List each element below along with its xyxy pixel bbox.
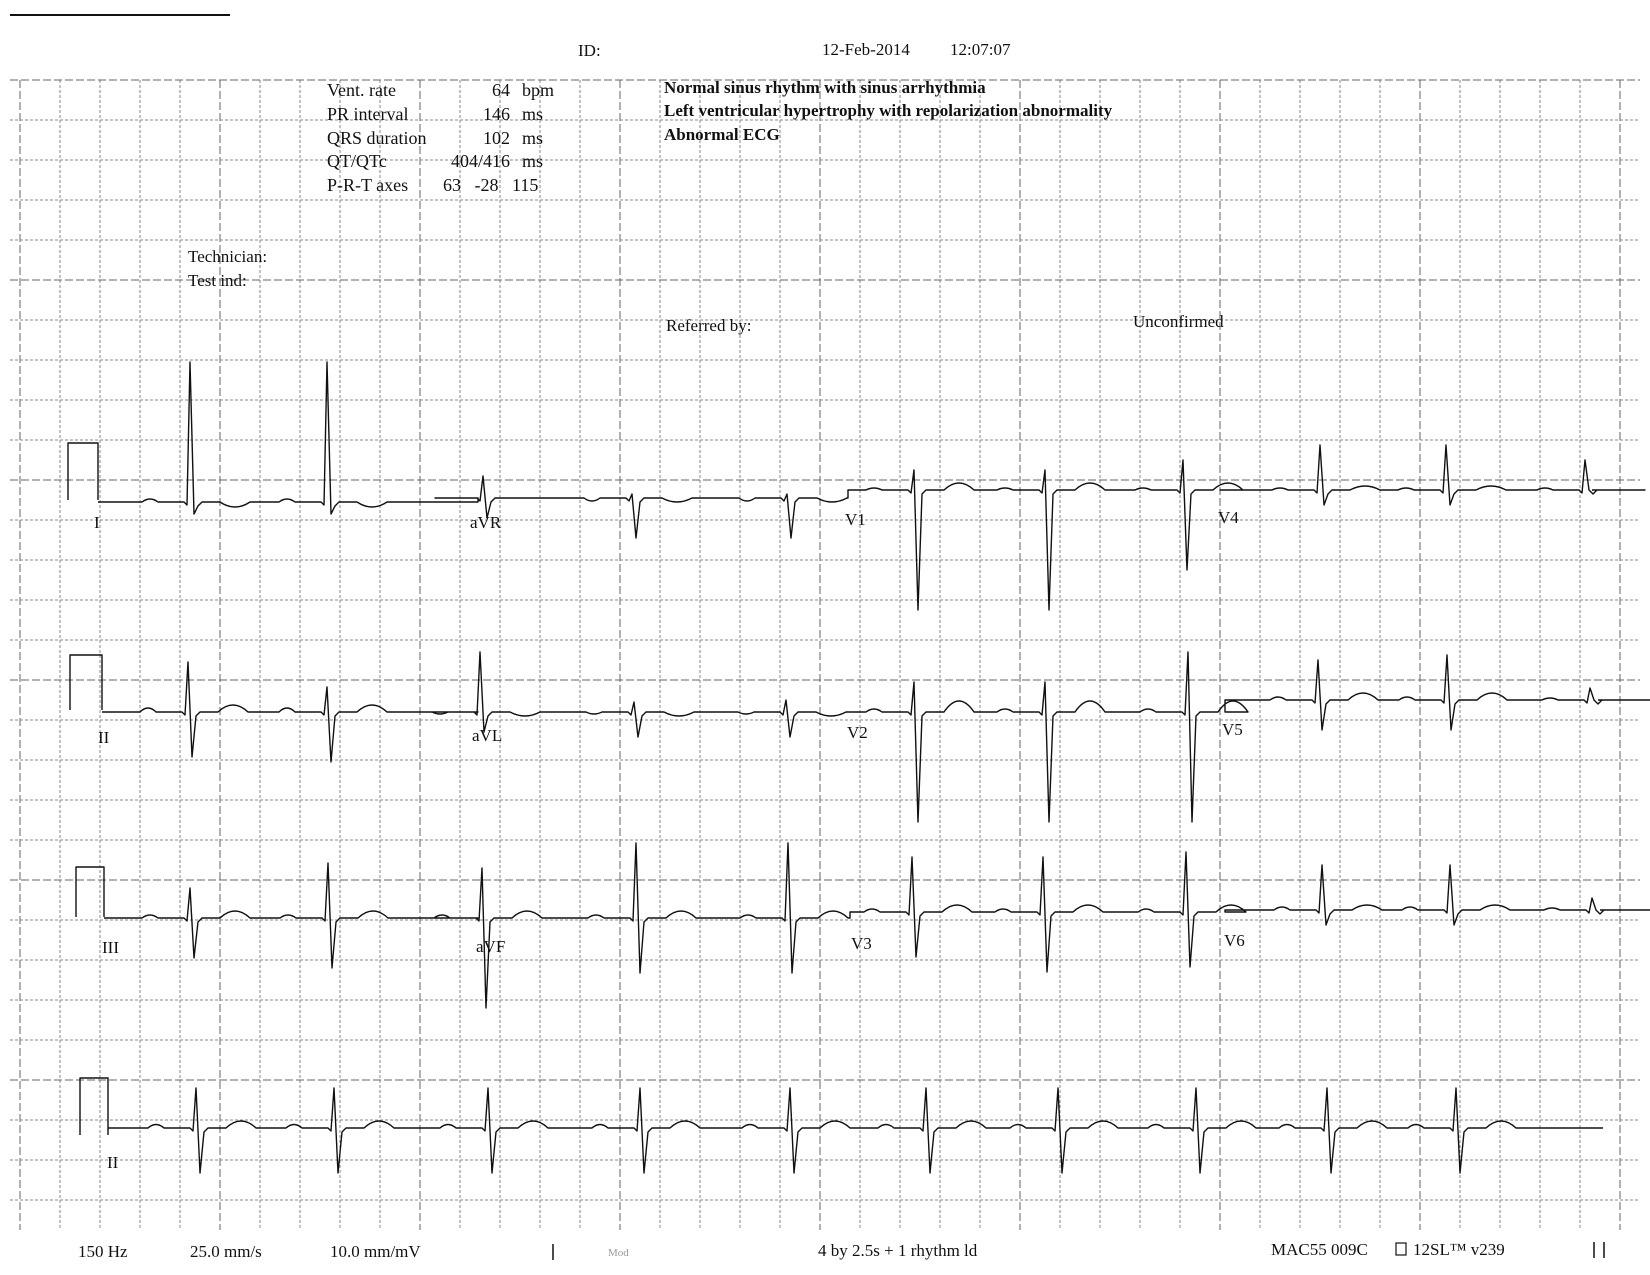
calibration-pulse-row2 <box>70 655 102 710</box>
footer-device: MAC55 009C <box>1271 1240 1368 1259</box>
trace-row-3 <box>104 843 1650 1008</box>
footer-filter: 150 Hz <box>78 1242 128 1261</box>
lead-label-v5: V5 <box>1222 720 1243 739</box>
measurement-value-vent-rate: 64 <box>492 80 510 100</box>
lead-label-v4: V4 <box>1218 508 1239 527</box>
lead-label-avf: aVF <box>476 937 506 956</box>
footer-format: 4 by 2.5s + 1 rhythm ld <box>818 1241 978 1260</box>
ecg-traces <box>98 362 1650 1173</box>
trace-row-1 <box>98 362 1645 610</box>
lead-label-iii: III <box>102 938 119 957</box>
calibration-pulse-row1 <box>68 443 98 500</box>
footer-speed: 25.0 mm/s <box>190 1242 262 1261</box>
measurement-unit-qt-qtc: ms <box>522 151 544 171</box>
trace-row-2 <box>102 652 1650 822</box>
lead-label-rhythm-ii: II <box>107 1153 119 1172</box>
lead-label-v2: V2 <box>847 723 868 742</box>
measurement-value-axes: 63 -28 115 <box>443 175 539 195</box>
footer-gain: 10.0 mm/mV <box>330 1242 421 1261</box>
record-time: 12:07:07 <box>950 40 1011 59</box>
lead-label-v1: V1 <box>845 510 866 529</box>
measurement-unit-qrs-duration: ms <box>522 128 544 148</box>
footer-software: 12SL™ v239 <box>1413 1240 1505 1259</box>
lead-label-ii: II <box>98 728 110 747</box>
test-ind-label: Test ind: <box>188 271 247 290</box>
lead-label-avr: aVR <box>470 513 502 532</box>
measurement-unit-vent-rate: bpm <box>522 80 555 100</box>
measurement-label-qt-qtc: QT/QTc <box>327 151 387 171</box>
interpretation-line-3: Abnormal ECG <box>664 125 780 144</box>
interpretation-line-1: Normal sinus rhythm with sinus arrhythmia <box>664 78 986 97</box>
confirmation-status: Unconfirmed <box>1133 312 1224 331</box>
measurement-label-pr-interval: PR interval <box>327 104 409 124</box>
calibration-pulses <box>68 443 108 1135</box>
measurement-label-axes: P-R-T axes <box>327 175 409 195</box>
calibration-pulse-rhythm <box>80 1078 108 1135</box>
record-date: 12-Feb-2014 <box>822 40 910 59</box>
measurement-value-qt-qtc: 404/416 <box>450 151 510 171</box>
measurement-unit-pr-interval: ms <box>522 104 544 124</box>
lead-label-v6: V6 <box>1224 931 1245 950</box>
measurement-label-vent-rate: Vent. rate <box>327 80 396 100</box>
lead-label-avl: aVL <box>472 726 503 745</box>
measurements-block <box>327 80 554 195</box>
footer-device-icon <box>1396 1243 1406 1255</box>
footer <box>78 1240 1604 1261</box>
measurement-value-qrs-duration: 102 <box>483 128 510 148</box>
lead-label-v3: V3 <box>851 934 872 953</box>
id-label: ID: <box>578 41 601 60</box>
referred-by-label: Referred by: <box>666 316 752 335</box>
measurement-value-pr-interval: 146 <box>483 104 510 124</box>
interpretation-block <box>664 78 1113 144</box>
footer-faint-text: Mod <box>608 1247 629 1259</box>
lead-label-i: I <box>94 513 100 532</box>
interpretation-line-2: Left ventricular hypertrophy with repolarization abnormality <box>664 101 1113 120</box>
technician-label: Technician: <box>188 247 268 266</box>
measurement-label-qrs-duration: QRS duration <box>327 128 427 148</box>
